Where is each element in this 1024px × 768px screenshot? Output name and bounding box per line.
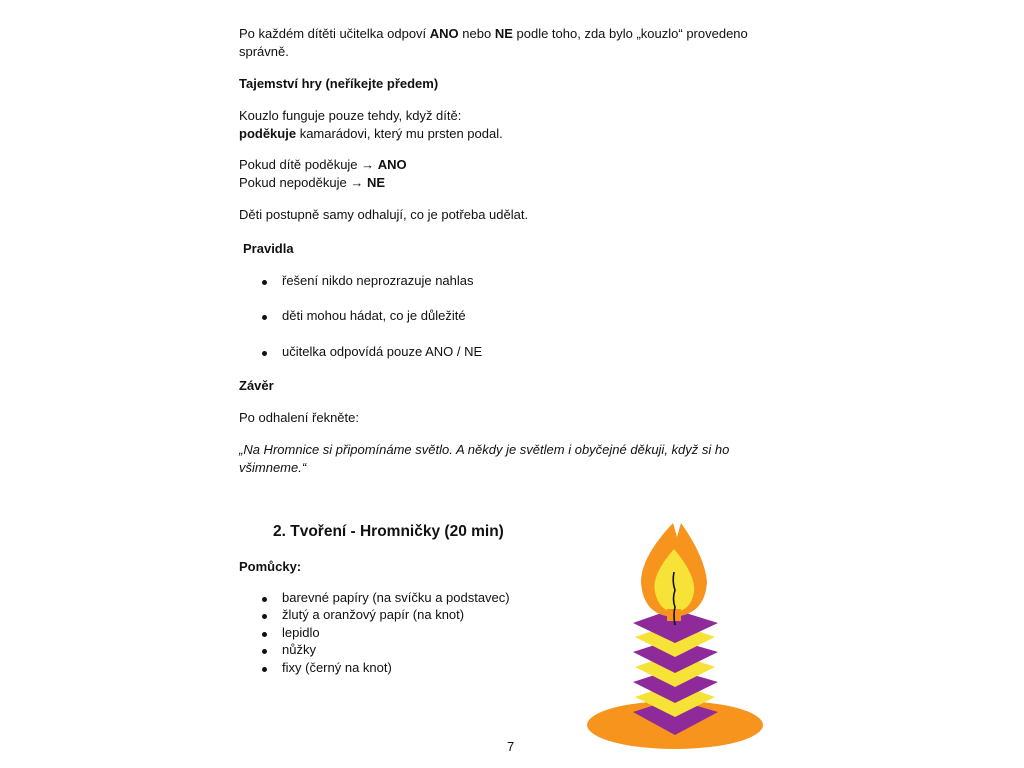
intro-paragraph — [239, 25, 748, 60]
text: NE — [366, 174, 385, 190]
list-item: děti mohou hádat, co je důležité — [282, 308, 466, 323]
text: NE — [494, 26, 513, 41]
page-number: 7 — [507, 739, 515, 754]
bullet — [262, 597, 267, 602]
list-item: fixy (černý na knot) — [282, 660, 392, 675]
list-item: řešení nikdo neprozrazuje nahlas — [282, 273, 474, 288]
flame — [641, 523, 707, 625]
secret-paragraph — [239, 107, 503, 142]
text: Pokud nepoděkuje → — [239, 174, 367, 190]
quote — [239, 441, 729, 476]
text: ANO — [429, 26, 459, 41]
list-item: učitelka odpovídá pouze ANO / NE — [282, 344, 483, 359]
text: nebo — [458, 26, 495, 41]
text: ANO — [377, 157, 407, 172]
text: „Na Hromnice si připomínáme světlo. A někdy je světlem i obyčejné děkuji, když si ho — [239, 442, 730, 457]
discover-text: Děti postupně samy odhalují, co je potřeba udělat. — [239, 207, 529, 222]
text: Po každém dítěti učitelka odpoví — [239, 26, 430, 41]
text: poděkuje — [239, 125, 297, 141]
bullet — [262, 649, 267, 654]
secret-heading: Tajemství hry (neříkejte předem) — [239, 76, 439, 91]
text: správně. — [239, 43, 289, 59]
bullet — [262, 667, 267, 672]
bullet — [262, 280, 267, 285]
text: všimneme.“ — [239, 459, 307, 475]
paper-candle-image — [563, 487, 785, 768]
conclusion-text: Po odhalení řekněte: — [239, 410, 359, 425]
bullet — [262, 315, 267, 320]
bullet — [262, 632, 267, 637]
list-item: lepidlo — [282, 625, 320, 640]
candle-layers — [633, 609, 718, 735]
list-item: žlutý a oranžový papír (na knot) — [282, 607, 465, 622]
bullet — [262, 351, 267, 356]
text: Pokud dítě poděkuje → — [239, 157, 378, 172]
rules-heading: Pravidla — [243, 241, 294, 256]
rules-answer — [239, 156, 407, 191]
list-item: nůžky — [282, 642, 316, 657]
list-item: barevné papíry (na svíčku a podstavec) — [282, 590, 510, 605]
section-heading: 2. Tvoření - Hromničky (20 min) — [273, 523, 504, 540]
text: kamarádovi, který mu prsten podal. — [296, 125, 503, 141]
bullet — [262, 614, 267, 619]
tools-heading: Pomůcky: — [239, 559, 302, 574]
text: Kouzlo funguje pouze tehdy, když dítě: — [239, 108, 462, 123]
text: podle toho, zda bylo „kouzlo“ provedeno — [512, 26, 748, 41]
conclusion-heading: Závěr — [239, 378, 274, 393]
